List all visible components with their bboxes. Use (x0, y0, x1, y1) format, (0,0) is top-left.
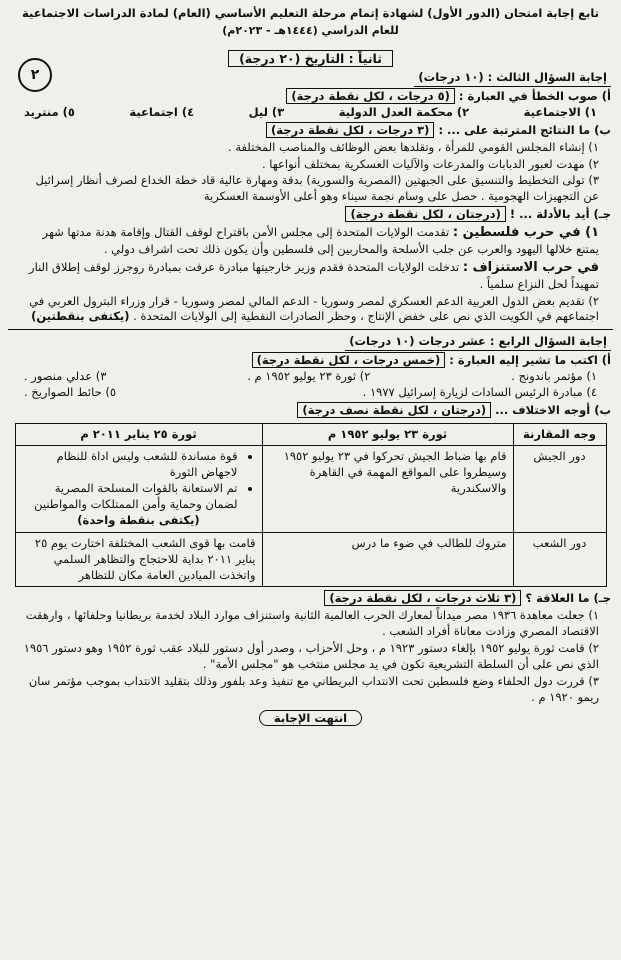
q3-a-item: ٢) محكمة العدل الدولية (338, 105, 470, 119)
q4-a-title: أ) اكتب ما تشير إليه العبارة : (449, 353, 611, 368)
q4-a-heading (10, 353, 611, 369)
table-cell: قامت بها قوى الشعب المختلفة اختارت يوم ٢٥ يناير ٢٠١١ بداية للاحتجاج والتظاهر السلمي واتخذت الميادين العامة مكان للتظاهر (15, 532, 262, 587)
q4-a-item: ٤) مبادرة الرئيس السادات لزيارة إسرائيل ١٩٧٧ . (362, 384, 597, 399)
q3-c3-text: ٢) تقديم بعض الدول العربية الدعم العسكري لمصر وسوريا - الدعم المالي لمصر وسوريا - قرار وزراء البترول العربي في اجتماعهم في الكويت الذي نص على خفض الإنتاج ، وحظر الصادرات النفطية إلى الولايات المتحدة . (29, 293, 599, 324)
q3-c1 (10, 224, 611, 258)
table-row (15, 532, 606, 587)
q4-a-row-2 (10, 385, 611, 401)
page-number-badge: ٢ (18, 58, 52, 92)
q3-b-item: ٣) تولى التخطيط والتنسيق على الجبهتين (المصرية والسورية) بدقة ومهارة عالية قاد خطة الخداع لصرف أنظار إسرائيل عن التجهيزات الهجومية . حصل على وسام نجمة سيناء وهو أعلى الأوسمة العسكرية (35, 173, 599, 204)
q3-c3 (10, 294, 611, 326)
table-cell: قام بها ضباط الجيش تحركوا في ٢٣ يوليو ١٩٥٢ وسيطروا على المواقع المهمة في القاهرة والاسكندرية (262, 446, 513, 532)
section-divider (8, 329, 613, 330)
q4-c-marks: (٣ ثلاث درجات ، لكل نقطة درجة) (324, 590, 521, 606)
q3-a-item: ٥) منتريد (24, 105, 75, 119)
q3-c1-text: تقدمت الولايات المتحدة إلى مجلس الأمن باقتراح لوقف القتال وإقامة هدنة مدتها شهر يمتنع خلالها اليهود والعرب عن جلب الأسلحة والمحاربين إلى فلسطين وأن يكون ذلك تحت اشراف دولي . (42, 225, 599, 256)
q3-b-item: ٢) مهدت لعبور الدبابات والمدرعات والآليات العسكرية بمختلف أنواعها . (261, 156, 599, 171)
q3-b-heading (10, 123, 611, 139)
q4-c-item: ٣) قررت دول الحلفاء وضع فلسطين تحت الانتداب البريطاني مع تنفيذ وعد بلفور وذلك بتقليد الانتداب بموجب مؤتمر سان ريمو ١٩٢٠ م . (28, 673, 599, 704)
q4-title: إجابة السؤال الرابع : عشر درجات (١٠ درجات) (345, 334, 611, 351)
q4-a-row-1 (10, 369, 611, 385)
table-row (15, 446, 606, 532)
q4-c-heading (10, 591, 611, 607)
q3-a-title: أ) صوب الخطأ في العبارة : (458, 89, 611, 104)
q3-title: إجابة السؤال الثالث : (١٠ درجات) (414, 70, 611, 87)
table-header: وجه المقارنة (513, 423, 606, 446)
q4-c-title: جـ) ما العلاقة ؟ (525, 591, 611, 606)
q3-b-item: ١) إنشاء المجلس القومي للمرأة ، وتقلدها بعض الوظائف والمناصب المختلفة . (228, 139, 599, 154)
cell-note: (يكتفى بنقطة واحدة) (77, 512, 200, 527)
q3-a-heading (10, 89, 611, 105)
question-4 (0, 334, 621, 418)
q4-a-item: ١) مؤتمر باندونج . (511, 369, 597, 384)
q3-a-item: ٣) ليل (248, 105, 285, 119)
table-header: ثورة ٢٣ يوليو ١٩٥٢ م (262, 423, 513, 446)
q4-c-item: ٢) قامت ثورة يوليو ١٩٥٢ بإلغاء دستور ١٩٢٣ م ، وحل الأحزاب ، وصدر أول دستور للبلاد عقب ثورة ١٩٥٢ وهو دستور ١٩٥٦ الذي نص على أن السلطة التشريعية تكون في يد مجلس منتخب هو "مجلس الأمة" . (23, 640, 599, 671)
q3-c2-text: تدخلت الولايات المتحدة فقدم وزير خارجيتها مبادرة عرفت بمبادرة روجرز لوقف إطلاق النار تمهيداً لحل النزاع سلمياً . (29, 259, 599, 291)
question-3 (0, 67, 621, 325)
table-cell (15, 446, 262, 532)
q4-a-item: ٣) عدلي منصور . (24, 369, 107, 384)
q3-c3-note: (يكتفى بنقطتين) (31, 309, 130, 324)
q4-b-title: ب) أوجه الاختلاف ... (495, 402, 611, 417)
header-line-2: للعام الدراسي (١٤٤٤هـ - ٢٠٢٣م) (222, 23, 399, 37)
end-of-answers (0, 711, 621, 727)
q3-a-answers (10, 105, 611, 121)
points-list (22, 449, 256, 512)
comparison-table (15, 423, 607, 588)
exam-header (0, 0, 621, 38)
q4-a-item: ٥) حائط الصواريخ . (24, 384, 117, 399)
end-text: انتهت الإجابة (259, 710, 362, 726)
q3-c2 (10, 259, 611, 293)
q3-c-title: جـ) أيد بالأدلة ... ! (509, 207, 611, 222)
q4-a-marks: (خمس درجات ، لكل نقطة درجة) (252, 352, 446, 368)
table-cell: متروك للطالب في ضوء ما درس (262, 532, 513, 587)
q3-a-item: ٤) اجتماعية (129, 105, 195, 119)
table-header-row (15, 423, 606, 446)
q3-c1-label: ١) في حرب فلسطين : (452, 225, 599, 241)
q3-b-title: ب) ما النتائج المترتبة على ... : (438, 122, 611, 137)
q3-c-heading (10, 207, 611, 223)
row-label: دور الجيش (513, 446, 606, 532)
q3-c2-label: في حرب الاستنزاف : (462, 259, 599, 275)
q4-c-item: ١) جعلت معاهدة ١٩٣٦ مصر ميداناً لمعارك الحرب العالمية الثانية واستنزاف موارد البلاد لخدمة بريطانيا وحلفائها ، وارهقت الاقتصاد المصري وزادت معاناة أفراد الشعب . (25, 608, 599, 639)
q4-c (0, 591, 621, 705)
q3-c-marks: (درجتان ، لكل نقطة درجة) (345, 206, 505, 222)
list-item: • قوة مساندة للشعب وليس اداة للنظام لاجهاض الثورة (22, 449, 238, 481)
q3-b-marks: (٣ درجات ، لكل نقطة درجة) (266, 122, 434, 138)
q3-a-marks: (٥ درجات ، لكل نقطة درجة) (286, 88, 454, 104)
q4-a-item: ٢) ثورة ٢٣ يوليو ١٩٥٢ م . (247, 369, 371, 384)
table-header: ثورة ٢٥ يناير ٢٠١١ م (15, 423, 262, 446)
q4-b-marks: (درجتان ، لكل نقطة نصف درجة) (297, 402, 491, 418)
q3-a-item: ١) الاجتماعية (523, 105, 597, 119)
section-title (0, 50, 621, 67)
q4-b-heading (10, 403, 611, 419)
list-item: • تم الاستعانة بالقوات المسلحة المصرية لضمان وحماية وأمن الممتلكات والمواطنين (22, 481, 238, 513)
header-line-1: تابع إجابة امتحان (الدور الأول) لشهادة إتمام مرحلة التعليم الأساسي (العام) لمادة الدراسات الاجتماعية (22, 6, 599, 20)
row-label: دور الشعب (513, 532, 606, 587)
section-title-text: ثانياً : التاريخ (٢٠ درجة) (228, 50, 393, 67)
